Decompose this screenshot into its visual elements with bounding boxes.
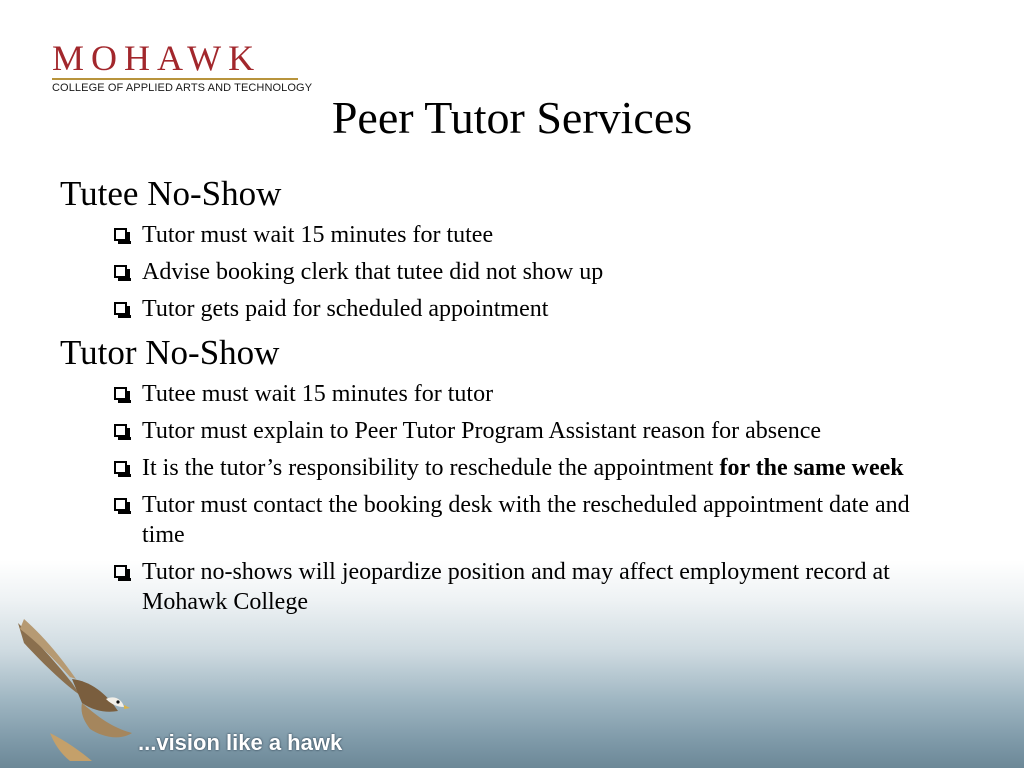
mohawk-logo: [52, 40, 312, 94]
checkbox-bullet-icon: [114, 302, 127, 315]
checkbox-bullet-icon: [114, 228, 127, 241]
list-item-text: Advise booking clerk that tutee did not show up: [142, 259, 604, 285]
slide-content: [60, 172, 940, 624]
logo-subtitle: COLLEGE OF APPLIED ARTS AND TECHNOLOGY: [52, 82, 313, 94]
checkbox-bullet-icon: [114, 461, 127, 474]
checkbox-bullet-icon: [114, 424, 127, 437]
checkbox-bullet-icon: [114, 498, 127, 511]
checkbox-bullet-icon: [114, 565, 127, 578]
checkbox-bullet-icon: [114, 265, 127, 278]
list-item-text: Tutor must contact the booking desk with the rescheduled appointment date and time: [142, 492, 910, 548]
section-heading-tutor-no-show: Tutor No-Show: [60, 333, 280, 372]
checkbox-bullet-icon: [114, 387, 127, 400]
tutee-no-show-list: [112, 220, 940, 324]
tagline: ...vision like a hawk: [138, 730, 343, 755]
list-item: [112, 557, 940, 617]
list-item: [112, 379, 940, 409]
list-item-text: Tutor no-shows will jeopardize position and may affect employment record at Mohawk College: [142, 559, 890, 615]
list-item-text: Tutor must explain to Peer Tutor Program Assistant reason for absence: [142, 418, 822, 444]
list-item: [112, 294, 940, 324]
logo-rule: [52, 78, 298, 80]
list-item: [112, 220, 940, 250]
list-item-text: Tutor must wait 15 minutes for tutee: [142, 222, 494, 248]
list-item: [112, 257, 940, 287]
slide-title: Peer Tutor Services: [331, 92, 693, 143]
list-item-text: It is the tutor’s responsibility to reschedule the appointment: [142, 455, 714, 481]
list-item: [112, 490, 940, 550]
list-item-text: Tutee must wait 15 minutes for tutor: [142, 381, 494, 407]
logo-wordmark: MOHAWK: [52, 38, 262, 78]
emphasis-text: for the same week: [719, 455, 904, 481]
list-item-text: Tutor gets paid for scheduled appointment: [142, 296, 549, 322]
list-item: [112, 453, 940, 483]
section-heading-tutee-no-show: Tutee No-Show: [60, 174, 282, 213]
tutor-no-show-list: [112, 379, 940, 617]
list-item: [112, 416, 940, 446]
